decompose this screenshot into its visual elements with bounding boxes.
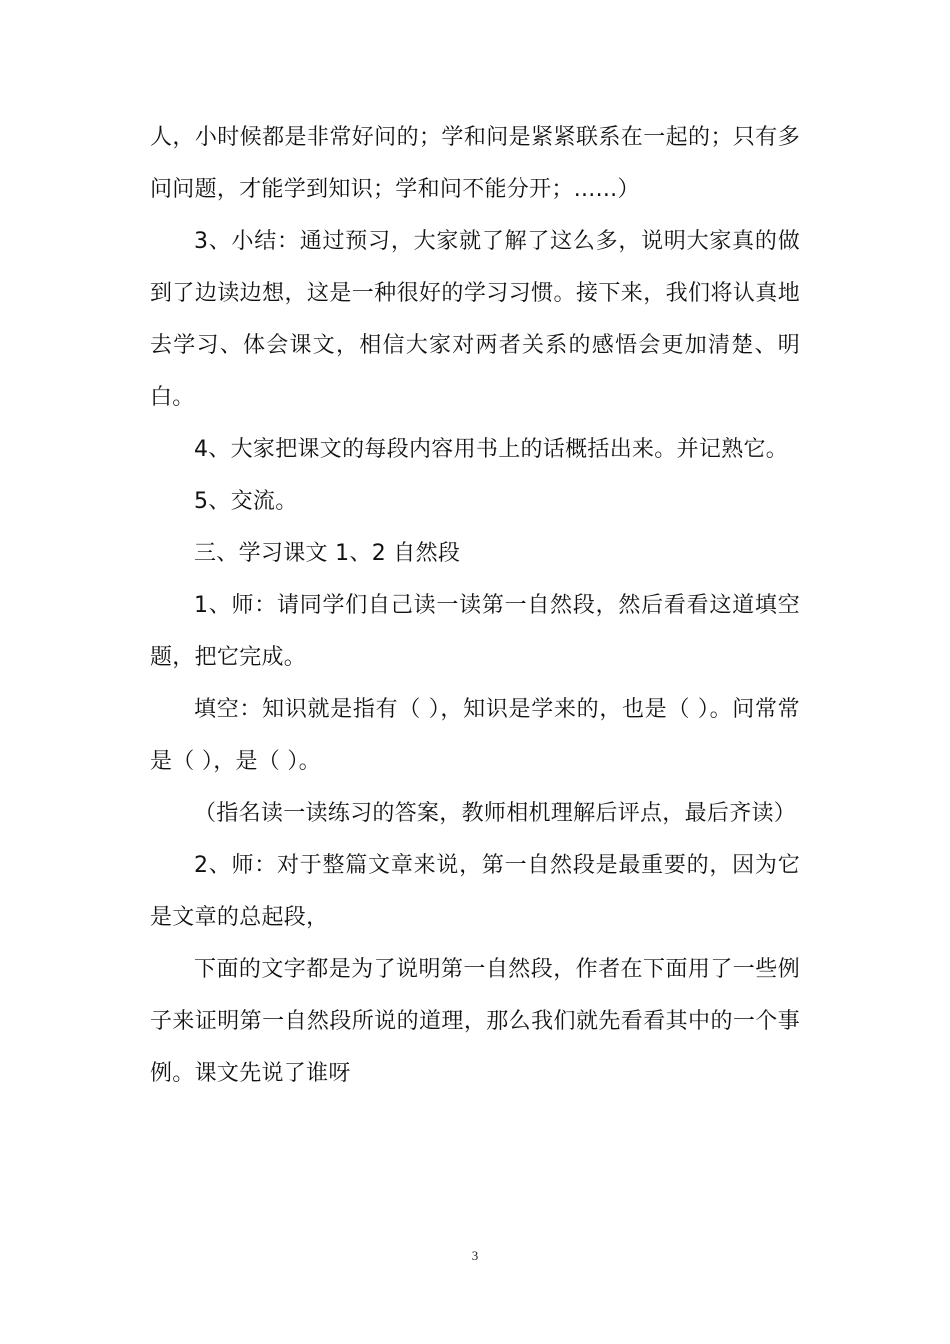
paragraph-note: （指名读一读练习的答案，教师相机理解后评点，最后齐读） [194, 801, 797, 826]
page-number: 3 [471, 1248, 479, 1263]
paragraph-teacher-1: 1、师：请同学们自己读一读第一自然段，然后看看这道填空题，把它完成。 [150, 593, 800, 670]
paragraph-teacher-2: 2、师：对于整篇文章来说，第一自然段是最重要的，因为它是文章的总起段， [150, 853, 800, 930]
paragraph-fill-blank: 填空：知识就是指有（ ），知识是学来的，也是（ ）。问常常是（ ），是（ ）。 [150, 697, 800, 774]
section-heading: 三、学习课文 1、2 自然段 [194, 541, 461, 566]
paragraph-continuation: 人，小时候都是非常好问的；学和问是紧紧联系在一起的；只有多问问题，才能学到知识；学和问不能分开；......） [150, 125, 800, 202]
document-body [150, 112, 800, 1100]
paragraph-step-5: 5、交流。 [194, 489, 298, 514]
paragraph-example: 下面的文字都是为了说明第一自然段，作者在下面用了一些例子来证明第一自然段所说的道理，那么我们就先看看其中的一个事例。课文先说了谁呀 [150, 957, 800, 1086]
paragraph-summary: 3、小结：通过预习，大家就了解了这么多，说明大家真的做到了边读边想，这是一种很好的学习习惯。接下来，我们将认真地去学习、体会课文，相信大家对两者关系的感悟会更加清楚、明白。 [150, 229, 800, 410]
paragraph-step-4: 4、大家把课文的每段内容用书上的话概括出来。并记熟它。 [194, 437, 789, 462]
